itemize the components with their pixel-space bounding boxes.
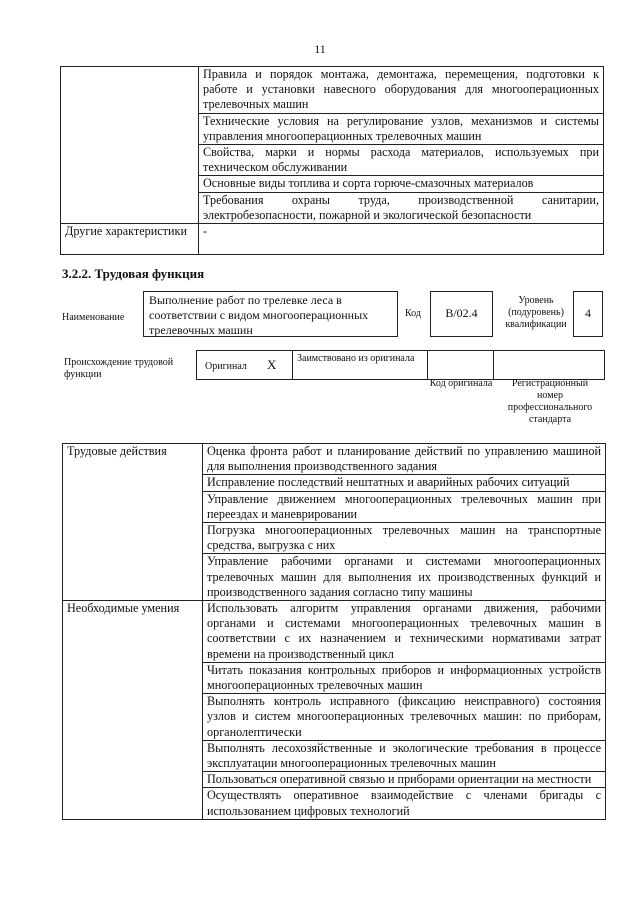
level-value: 4 (573, 291, 603, 337)
required-skills-label: Необходимые умения (63, 601, 203, 820)
section-title: 3.2.2. Трудовая функция (62, 266, 205, 281)
other-characteristics-label: Другие характеристики (61, 224, 199, 255)
original-mark: X (267, 357, 277, 372)
labor-function-table (62, 443, 606, 820)
skill-item: Выполнять лесохозяйственные и экологические требования в процессе эксплуатации многооперационных трелевочных машин (203, 740, 606, 771)
knowledge-table-continued (60, 66, 604, 255)
level-label: Уровень (подуровень) квалификации (505, 295, 567, 330)
labor-actions-label: Трудовые действия (63, 444, 203, 601)
skill-item: Использовать алгоритм управления органами движения, рабочими органами и системами многооперационных трелевочных машин в соответствии с их назначением и техническими нормативами затрат времени на производственный цикл (203, 601, 606, 663)
name-value: Выполнение работ по трелевке леса в соответствии с видом многооперационных трелевочных машин (143, 291, 398, 337)
empty-label-cell (61, 67, 199, 224)
page-number: 11 (314, 42, 326, 56)
labor-action-item: Погрузка многооперационных трелевочных машин на транспортные средства, выгрузка с них (203, 523, 606, 554)
knowledge-item: Основные виды топлива и сорта горюче-смазочных материалов (199, 176, 604, 192)
skill-item: Пользоваться оперативной связью и приборами ориентации на местности (203, 772, 606, 788)
skill-item: Осуществлять оперативное взаимодействие с членами бригады с использованием цифровых технологий (203, 788, 606, 819)
origin-row (196, 350, 605, 380)
skill-item: Читать показания контрольных приборов и информационных устройств многооперационных трелевочных машин (203, 662, 606, 693)
name-label: Наименование (62, 312, 125, 323)
registration-number-caption: Регистрационный номер профессионального стандарта (507, 378, 593, 425)
original-label: Оригинал (205, 361, 247, 372)
knowledge-item: Требования охраны труда, производственной санитарии, электробезопасности, пожарной и экологической безопасности (199, 192, 604, 223)
labor-action-item: Управление рабочими органами и системами многооперационных трелевочных машин для выполнения их производственных функций и производственного задания согласно типу машины (203, 554, 606, 601)
knowledge-item: Свойства, марки и нормы расхода материалов, используемых при техническом обслуживании (199, 145, 604, 176)
code-label: Код (405, 308, 421, 319)
labor-action-item: Оценка фронта работ и планирование действий по управлению машиной для выполнения производственного задания (203, 444, 606, 475)
other-characteristics-value: - (199, 224, 604, 255)
code-value: B/02.4 (430, 291, 493, 337)
origin-label: Происхождение трудовой функции (64, 357, 174, 380)
knowledge-item: Правила и порядок монтажа, демонтажа, перемещения, подготовки к работе и установки навесного оборудования для многооперационных трелевочных машин (199, 67, 604, 114)
code-original-caption: Код оригинала (429, 378, 493, 389)
labor-action-item: Управление движением многооперационных трелевочных машин при переездах и маневрировании (203, 491, 606, 522)
labor-action-item: Исправление последствий нештатных и аварийных рабочих ситуаций (203, 475, 606, 491)
knowledge-item: Технические условия на регулирование узлов, механизмов и системы управления многооперационных трелевочных машин (199, 113, 604, 144)
skill-item: Выполнять контроль исправного (фиксацию неисправного) состояния узлов и систем многооперационных трелевочных машин: по приборам, органолептически (203, 694, 606, 741)
borrowed-label: Заимствовано из оригинала (297, 353, 415, 364)
